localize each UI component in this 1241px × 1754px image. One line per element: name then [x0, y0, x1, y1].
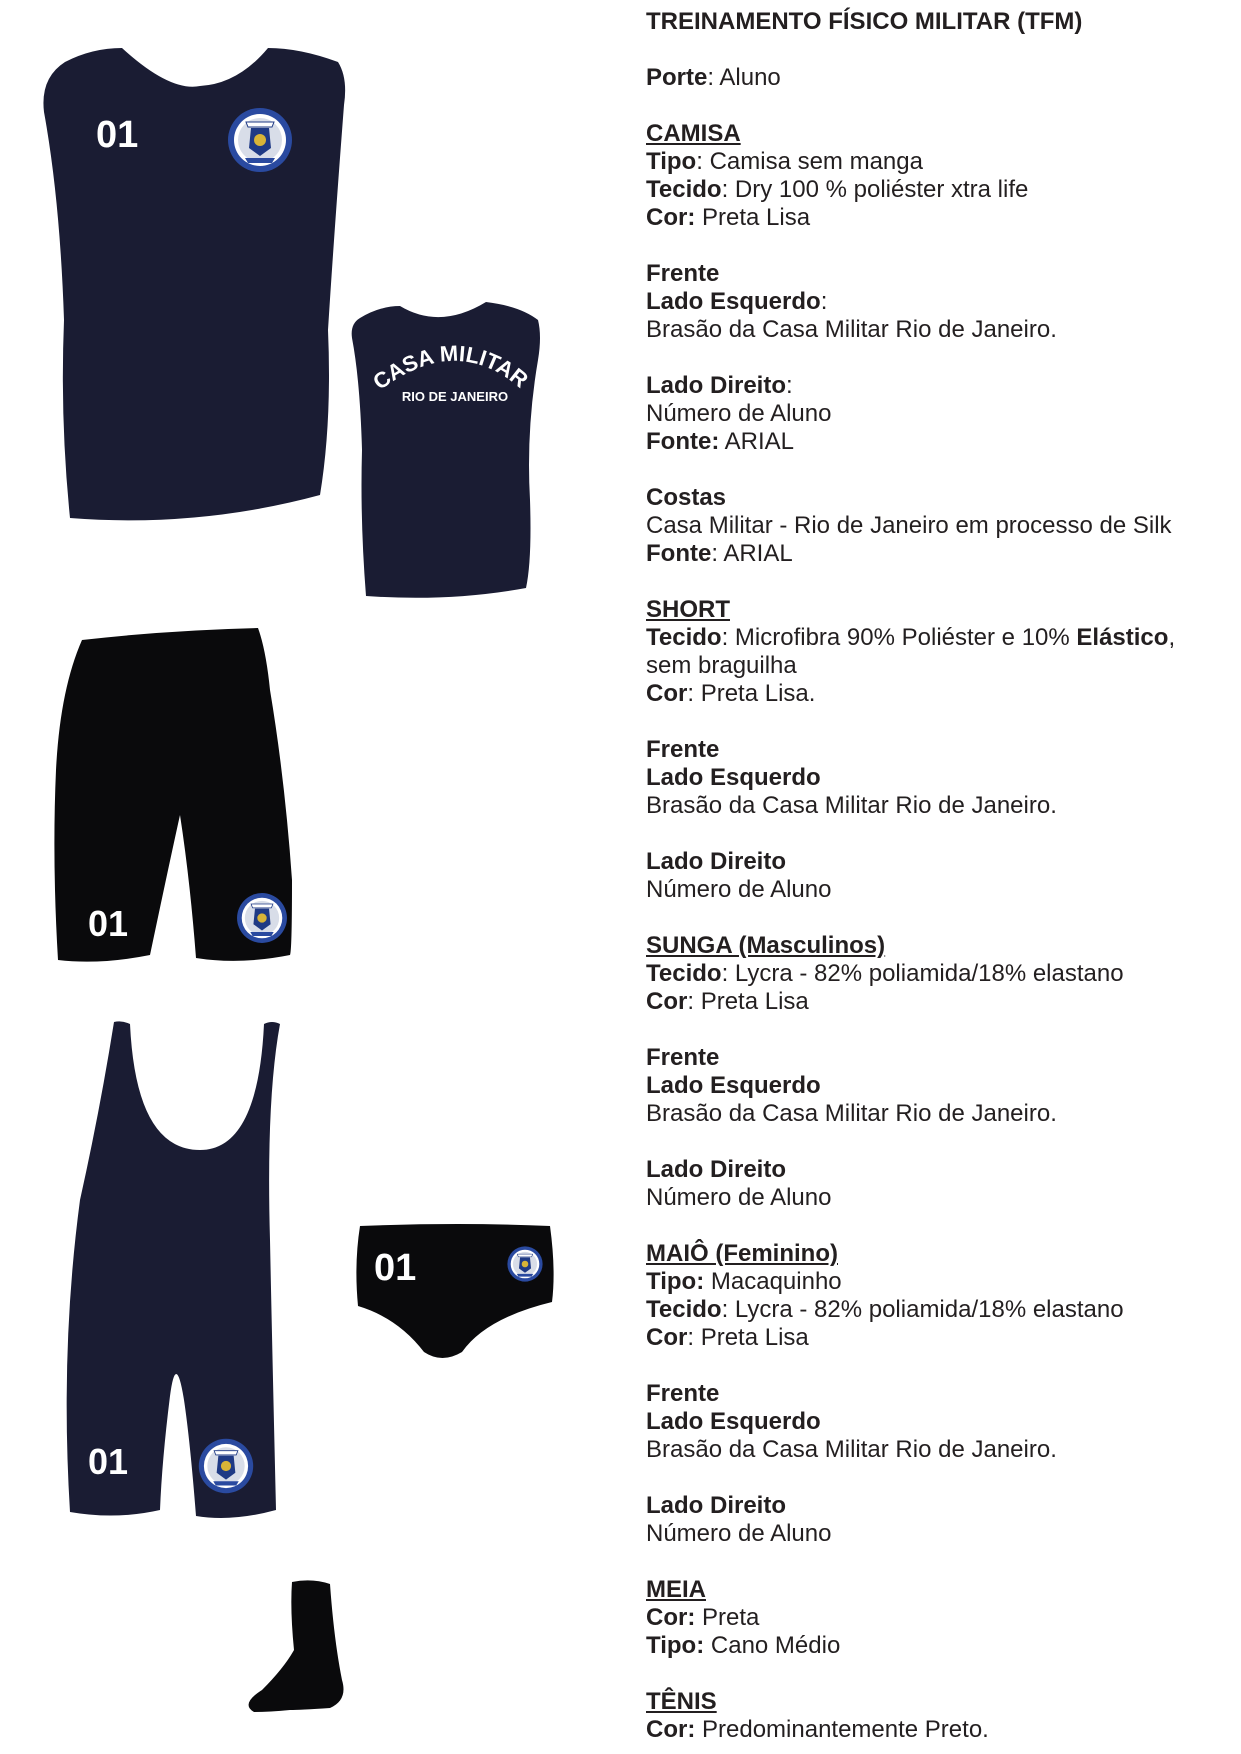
camisa-frente: Frente [646, 260, 720, 287]
short [54, 628, 292, 962]
sunga-tecido: Tecido: Lycra - 82% poliamida/18% elastano [646, 960, 1124, 987]
camisa-lado-esquerdo: Lado Esquerdo: [646, 288, 828, 315]
camisa-lado-direito: Lado Direito: [646, 372, 793, 399]
swimsuit [67, 1021, 280, 1518]
short-cor: Cor: Preta Lisa. [646, 680, 816, 707]
sunga-lado-direito: Lado Direito [646, 1156, 787, 1183]
sunga-cor: Cor: Preta Lisa [646, 988, 809, 1015]
camisa-costas-fonte: Fonte: ARIAL [646, 540, 793, 567]
sunga-lado-esquerdo: Lado Esquerdo [646, 1072, 821, 1099]
camisa-heading: CAMISA [646, 120, 741, 147]
uniform-illustrations [0, 0, 620, 1754]
porte-line: Porte: Aluno [646, 64, 781, 91]
camisa-costas: Costas [646, 484, 727, 511]
trunks-emblem [507, 1246, 542, 1281]
maio-lado-direito: Lado Direito [646, 1492, 787, 1519]
camisa-costas-value: Casa Militar - Rio de Janeiro em processo de Silk [646, 512, 1172, 539]
sunga-lado-esquerdo-value: Brasão da Casa Militar Rio de Janeiro. [646, 1100, 1057, 1127]
shirt-back-sub-text: RIO DE JANEIRO [401, 389, 509, 404]
short-tecido: Tecido: Microfibra 90% Poliéster e 10% Elástico, [646, 624, 1176, 651]
short-lado-direito: Lado Direito [646, 848, 787, 875]
maio-lado-direito-value: Número de Aluno [646, 1520, 832, 1547]
short-heading: SHORT [646, 596, 730, 623]
swimsuit-number: 01 [88, 1441, 129, 1482]
tenis-cor: Cor: Predominantemente Preto. [646, 1716, 989, 1743]
uniform-specification [646, 8, 1236, 1744]
sunga-lado-direito-value: Número de Aluno [646, 1184, 832, 1211]
shirt-front-number: 01 [96, 114, 139, 156]
camisa-cor: Cor: Preta Lisa [646, 204, 811, 231]
shirt-front-emblem [228, 108, 292, 172]
sunga-frente: Frente [646, 1044, 720, 1071]
meia-heading: MEIA [646, 1576, 706, 1603]
tenis-heading: TÊNIS [646, 1688, 717, 1715]
maio-lado-esquerdo: Lado Esquerdo [646, 1408, 821, 1435]
trunks-number: 01 [374, 1247, 417, 1289]
maio-tecido: Tecido: Lycra - 82% poliamida/18% elastano [646, 1296, 1124, 1323]
maio-heading: MAIÔ (Feminino) [646, 1240, 838, 1267]
short-number: 01 [88, 903, 129, 944]
shirt-back-arc-text: CASA MILITAR [368, 340, 533, 395]
document-title: TREINAMENTO FÍSICO MILITAR (TFM) [646, 8, 1083, 35]
short-emblem [237, 893, 287, 943]
swimsuit-emblem [199, 1439, 253, 1493]
camisa-tipo: Tipo: Camisa sem manga [646, 148, 923, 175]
maio-tipo: Tipo: Macaquinho [646, 1268, 842, 1295]
camisa-lado-direito-value: Número de Aluno [646, 400, 832, 427]
trunks [356, 1224, 553, 1358]
short-lado-esquerdo: Lado Esquerdo [646, 764, 821, 791]
short-lado-esquerdo-value: Brasão da Casa Militar Rio de Janeiro. [646, 792, 1057, 819]
camisa-fonte: Fonte: ARIAL [646, 428, 795, 455]
short-lado-direito-value: Número de Aluno [646, 876, 832, 903]
camisa-tecido: Tecido: Dry 100 % poliéster xtra life [646, 176, 1029, 203]
sock [249, 1580, 344, 1712]
meia-tipo: Tipo: Cano Médio [646, 1632, 841, 1659]
sunga-heading: SUNGA (Masculinos) [646, 932, 886, 959]
maio-frente: Frente [646, 1380, 720, 1407]
meia-cor: Cor: Preta [646, 1604, 760, 1631]
camisa-lado-esquerdo-value: Brasão da Casa Militar Rio de Janeiro. [646, 316, 1057, 343]
short-tecido-cont: sem braguilha [646, 652, 797, 679]
shirt-back [352, 302, 540, 598]
shirt-front [43, 48, 345, 520]
maio-cor: Cor: Preta Lisa [646, 1324, 809, 1351]
maio-lado-esquerdo-value: Brasão da Casa Militar Rio de Janeiro. [646, 1436, 1057, 1463]
short-frente: Frente [646, 736, 720, 763]
